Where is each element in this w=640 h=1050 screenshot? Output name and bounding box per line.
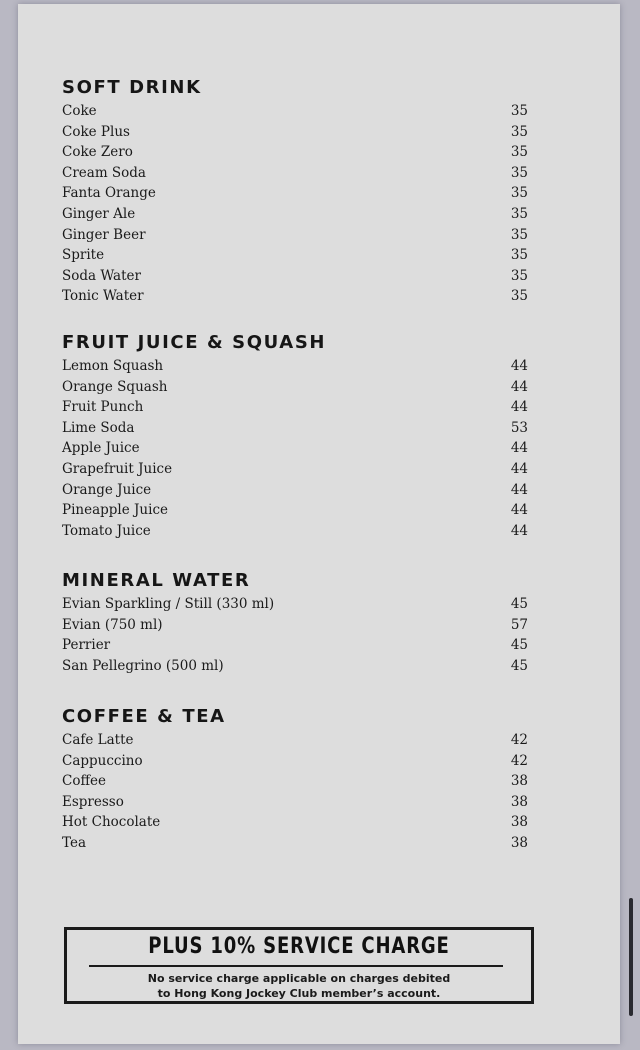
menu-item xyxy=(62,356,532,377)
menu-item xyxy=(62,833,532,854)
section-coffee-tea xyxy=(62,704,532,854)
menu-item xyxy=(62,183,532,204)
item-name: Soda Water xyxy=(62,267,141,284)
item-name: Fanta Orange xyxy=(62,185,156,202)
item-name: Cream Soda xyxy=(62,164,146,181)
item-name: Espresso xyxy=(62,793,124,810)
item-name: Evian Sparkling / Still (330 ml) xyxy=(62,596,275,612)
item-price: 57 xyxy=(510,616,528,633)
item-name: Cappuccino xyxy=(62,752,143,769)
item-price: 38 xyxy=(510,834,528,851)
item-name: Orange Squash xyxy=(62,378,168,395)
menu-item xyxy=(62,101,532,122)
item-price: 35 xyxy=(510,144,528,161)
section-fruit-juice-squash xyxy=(62,330,532,541)
service-charge-notice xyxy=(64,927,534,1004)
item-price: 44 xyxy=(510,522,528,539)
item-name: Apple Juice xyxy=(62,440,140,457)
item-price: 38 xyxy=(510,773,528,790)
item-price: 44 xyxy=(510,378,528,395)
item-name: Sprite xyxy=(62,247,105,264)
section-title: SOFT DRINK xyxy=(62,77,202,98)
item-name: Hot Chocolate xyxy=(62,814,161,831)
menu-item xyxy=(62,438,532,459)
menu-item xyxy=(62,521,532,542)
item-price: 44 xyxy=(510,502,528,519)
menu-item xyxy=(62,418,532,439)
item-price: 45 xyxy=(510,657,528,674)
menu-item xyxy=(62,286,532,307)
item-name: Ginger Ale xyxy=(62,205,136,222)
item-name: Tonic Water xyxy=(62,288,144,305)
item-name: Pineapple Juice xyxy=(62,502,168,519)
item-name: Coke xyxy=(62,103,97,119)
item-price: 44 xyxy=(510,399,528,416)
item-name: Cafe Latte xyxy=(62,732,134,748)
section-title: COFFEE & TEA xyxy=(62,706,226,727)
menu-item xyxy=(62,459,532,480)
menu-item xyxy=(62,225,532,246)
item-name: Coffee xyxy=(62,773,107,790)
item-price: 45 xyxy=(510,596,528,612)
item-name: Evian (750 ml) xyxy=(62,616,163,633)
item-price: 35 xyxy=(510,185,528,202)
item-price: 35 xyxy=(510,123,528,140)
item-price: 44 xyxy=(510,481,528,498)
menu-item xyxy=(62,142,532,163)
item-price: 35 xyxy=(510,103,528,119)
item-price: 35 xyxy=(510,226,528,243)
item-price: 45 xyxy=(510,637,528,654)
menu-item xyxy=(62,594,532,615)
item-price: 53 xyxy=(510,419,528,436)
service-charge-title: PLUS 10% SERVICE CHARGE xyxy=(148,934,450,959)
item-name: Perrier xyxy=(62,637,111,654)
item-name: Coke Zero xyxy=(62,144,133,161)
item-price: 35 xyxy=(510,205,528,222)
menu-item xyxy=(62,615,532,636)
notice-divider xyxy=(89,965,503,967)
menu-item xyxy=(62,377,532,398)
menu-item xyxy=(62,480,532,501)
item-name: Ginger Beer xyxy=(62,226,146,243)
item-price: 44 xyxy=(510,440,528,457)
scrollbar-thumb[interactable] xyxy=(629,898,633,1016)
item-price: 35 xyxy=(510,267,528,284)
item-price: 42 xyxy=(510,752,528,769)
item-name: Orange Juice xyxy=(62,481,152,498)
section-title: MINERAL WATER xyxy=(62,570,251,591)
section-soft-drink xyxy=(62,75,532,307)
menu-item xyxy=(62,792,532,813)
menu-item xyxy=(62,500,532,521)
item-price: 35 xyxy=(510,247,528,264)
item-name: Grapefruit Juice xyxy=(62,460,173,477)
section-title: FRUIT JUICE & SQUASH xyxy=(62,332,327,353)
menu-item xyxy=(62,730,532,751)
menu-item xyxy=(62,204,532,225)
item-name: Coke Plus xyxy=(62,123,130,140)
menu-item xyxy=(62,245,532,266)
item-price: 35 xyxy=(510,288,528,305)
item-price: 38 xyxy=(510,793,528,810)
item-price: 35 xyxy=(510,164,528,181)
item-name: Tomato Juice xyxy=(62,522,151,539)
menu-item xyxy=(62,635,532,656)
item-name: Tea xyxy=(62,834,86,851)
menu-item xyxy=(62,266,532,287)
item-price: 44 xyxy=(510,460,528,477)
notice-line-2: to Hong Kong Jockey Club member’s account. xyxy=(157,986,441,1000)
item-name: Lemon Squash xyxy=(62,358,164,374)
menu-item xyxy=(62,656,532,677)
item-price: 42 xyxy=(510,732,528,748)
item-name: San Pellegrino (500 ml) xyxy=(62,657,224,674)
menu-item xyxy=(62,751,532,772)
section-mineral-water xyxy=(62,568,532,676)
item-name: Fruit Punch xyxy=(62,399,144,416)
menu-item xyxy=(62,771,532,792)
item-price: 44 xyxy=(510,358,528,374)
item-name: Lime Soda xyxy=(62,419,135,436)
item-price: 38 xyxy=(510,814,528,831)
notice-line-1: No service charge applicable on charges debited xyxy=(147,972,451,985)
menu-item xyxy=(62,122,532,143)
menu-item xyxy=(62,397,532,418)
menu-item xyxy=(62,163,532,184)
service-charge-note xyxy=(67,972,531,1001)
menu-item xyxy=(62,812,532,833)
